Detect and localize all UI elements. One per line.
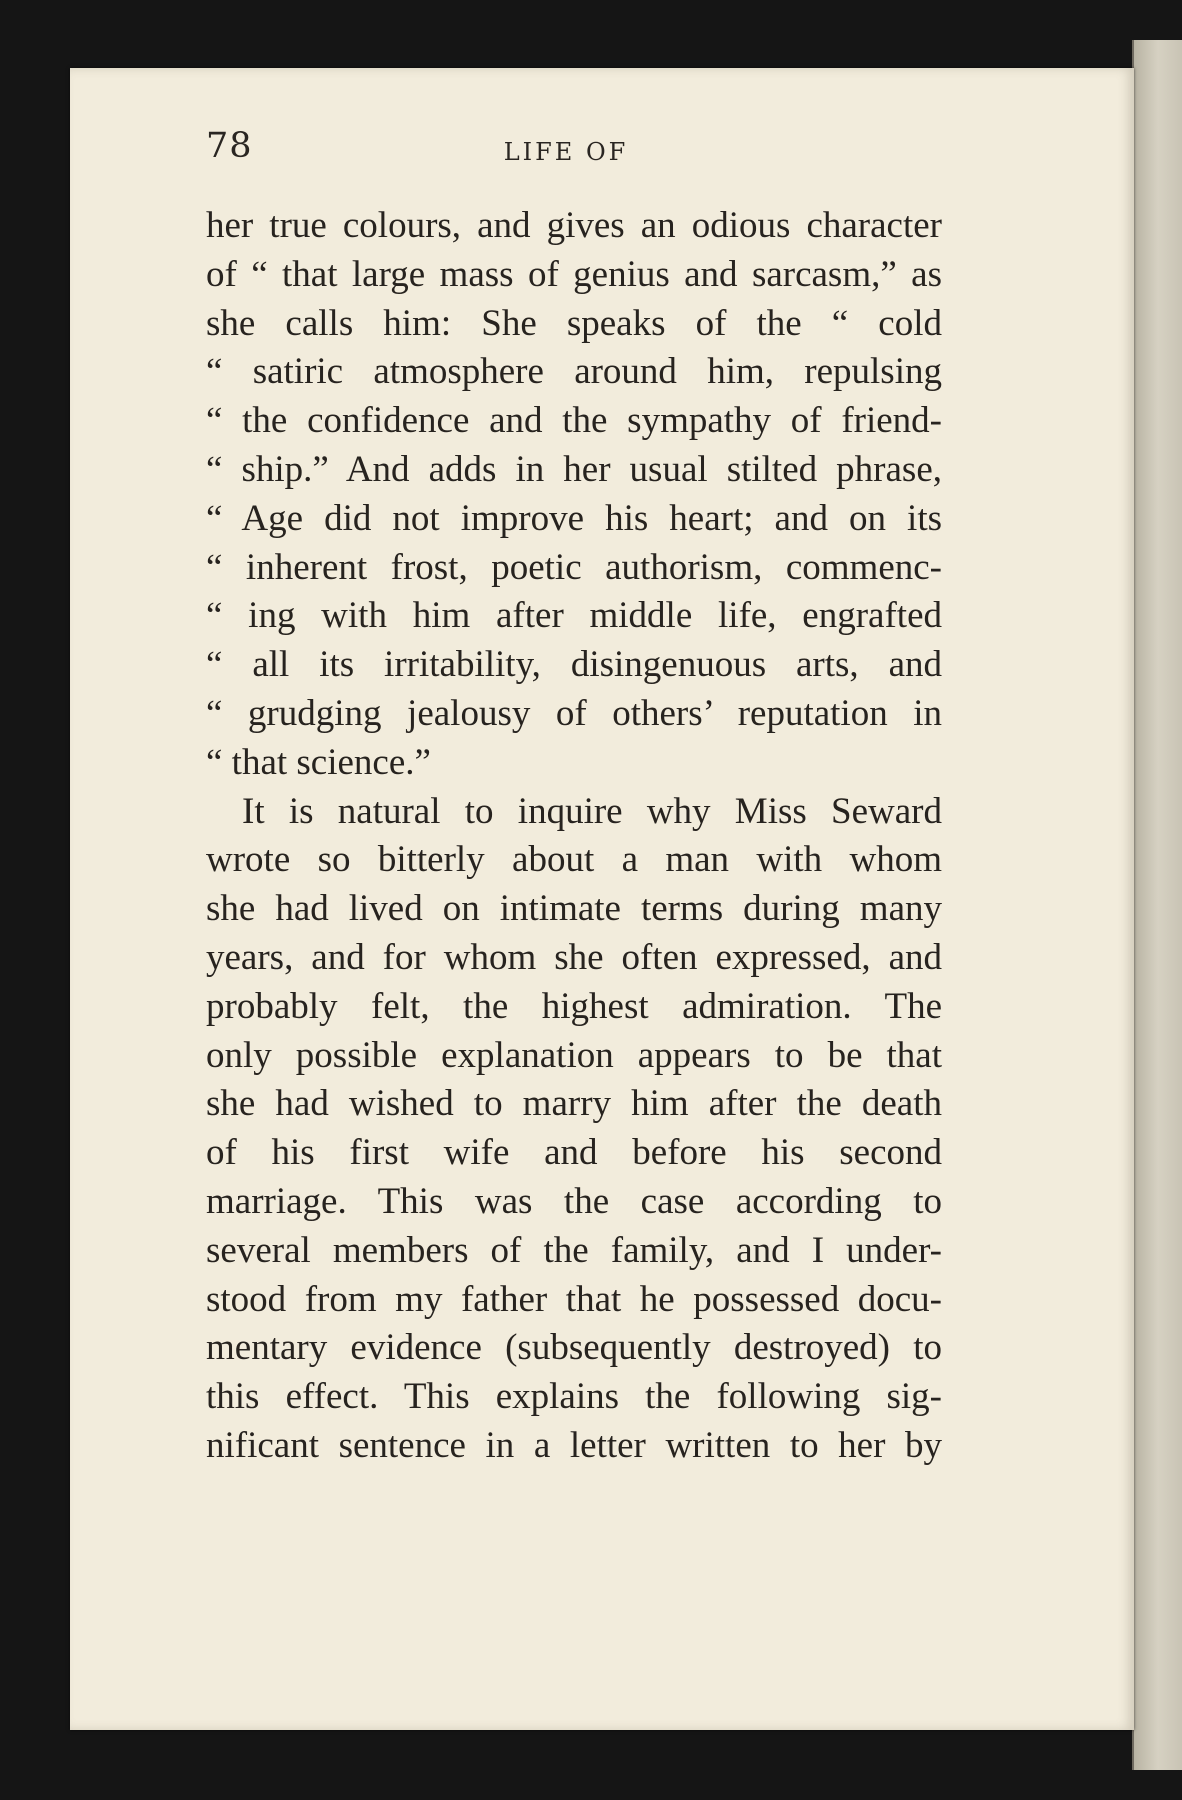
running-title: LIFE OF (503, 138, 629, 166)
text-line: It is natural to inquire why Miss Seward (242, 790, 942, 832)
text-line: “ Age did not improve his heart; and on its (206, 497, 942, 539)
text-line: of his first wife and before his second (206, 1132, 942, 1174)
text-line: probably felt, the highest admiration. The (206, 985, 942, 1027)
text-line: “ grudging jealousy of others’ reputation in (206, 692, 942, 734)
body-text (206, 202, 942, 1471)
text-line: several members of the family, and I under- (206, 1229, 942, 1271)
running-head (206, 126, 926, 186)
text-line: mentary evidence (subsequently destroyed) to (206, 1327, 942, 1369)
text-line: “ ship.” And adds in her usual stilted phrase, (206, 448, 942, 490)
text-line: marriage. This was the case according to (206, 1180, 942, 1222)
text-line: “ satiric atmosphere around him, repulsing (206, 351, 942, 393)
text-line: stood from my father that he possessed docu- (206, 1278, 942, 1320)
text-line: “ that science.” (206, 741, 431, 783)
text-line: wrote so bitterly about a man with whom (206, 839, 942, 881)
next-page-edge (1132, 40, 1182, 1770)
text-line: she had lived on intimate terms during many (206, 888, 942, 930)
text-line: “ all its irritability, disingenuous arts, and (206, 644, 942, 686)
text-line: she calls him: She speaks of the “ cold (206, 302, 942, 344)
text-line: only possible explanation appears to be that (206, 1034, 942, 1076)
text-line: “ ing with him after middle life, engrafted (206, 595, 942, 637)
text-line: “ the confidence and the sympathy of friend- (206, 400, 942, 442)
text-line: her true colours, and gives an odious character (206, 205, 942, 246)
text-line: she had wished to marry him after the death (206, 1083, 942, 1125)
text-line: this effect. This explains the following sig- (206, 1376, 942, 1418)
text-line: of “ that large mass of genius and sarcasm,” as (206, 253, 942, 295)
text-line: nificant sentence in a letter written to her by (206, 1424, 942, 1466)
page-number: 78 (206, 126, 253, 166)
text-line: “ inherent frost, poetic authorism, commenc- (206, 546, 942, 588)
text-line: years, and for whom she often expressed, and (206, 936, 942, 978)
